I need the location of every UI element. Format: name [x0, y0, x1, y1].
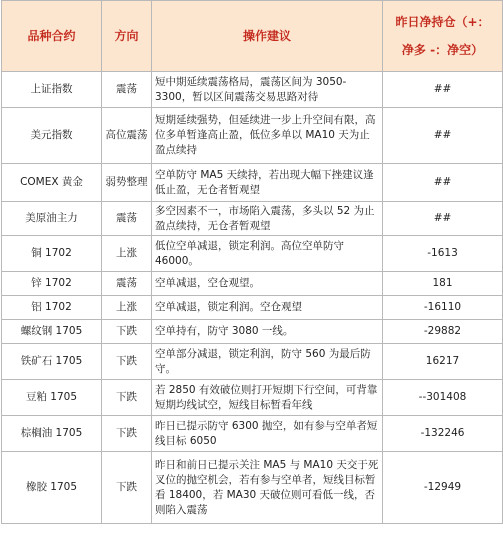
- row-advice: 短期延续强势，但延续进一步上升空间有限，高位多单暂逢高止盈，低位多单以 MA10 天为止盈点续持: [152, 108, 383, 164]
- header-position-line2: 净多 -：净空）: [401, 43, 484, 57]
- row-product: 铜 1702: [2, 236, 102, 272]
- table-row: [2, 416, 503, 452]
- row-product: 豆粕 1705: [2, 380, 102, 416]
- row-direction: 震荡: [102, 272, 152, 296]
- row-position: --301408: [383, 380, 503, 416]
- table-row: [2, 272, 503, 296]
- row-product: 美元指数: [2, 108, 102, 164]
- row-position: 181: [383, 272, 503, 296]
- table-row: [2, 202, 503, 236]
- row-advice: 昨日已提示防守 6300 抛空，如有参与空单者短线目标 6050: [152, 416, 383, 452]
- row-advice: 短中期延续震荡格局，震荡区间为 3050-3300，暂以区间震荡交易思路对待: [152, 72, 383, 108]
- table-row: [2, 320, 503, 344]
- row-product: COMEX 黄金: [2, 164, 102, 202]
- row-direction: 高位震荡: [102, 108, 152, 164]
- row-advice: 空单部分减退，锁定利润，防守 560 为最后防守。: [152, 344, 383, 380]
- row-product: 美原油主力: [2, 202, 102, 236]
- row-direction: 下跌: [102, 380, 152, 416]
- row-advice: 空单减退，空仓观望。: [152, 272, 383, 296]
- row-direction: 下跌: [102, 344, 152, 380]
- row-direction: 下跌: [102, 452, 152, 524]
- header-advice: 操作建议: [152, 1, 383, 72]
- row-direction: 震荡: [102, 202, 152, 236]
- table-row: [2, 72, 503, 108]
- row-product: 螺纹钢 1705: [2, 320, 102, 344]
- row-position: -12949: [383, 452, 503, 524]
- row-position: -16110: [383, 296, 503, 320]
- table-row: [2, 344, 503, 380]
- header-position-line1: 昨日净持仓（+：: [395, 15, 490, 29]
- row-position: -132246: [383, 416, 503, 452]
- table-row: [2, 108, 503, 164]
- row-direction: 下跌: [102, 320, 152, 344]
- header-product: 品种合约: [2, 1, 102, 72]
- row-position: 16217: [383, 344, 503, 380]
- row-advice: 若 2850 有效破位则打开短期下行空间，可背靠短期均线试空，短线目标暂看年线: [152, 380, 383, 416]
- row-direction: 上涨: [102, 296, 152, 320]
- row-product: 上证指数: [2, 72, 102, 108]
- row-product: 橡胶 1705: [2, 452, 102, 524]
- row-position: ##: [383, 164, 503, 202]
- row-product: 棕榈油 1705: [2, 416, 102, 452]
- row-product: 铝 1702: [2, 296, 102, 320]
- table-row: [2, 380, 503, 416]
- table-row: [2, 452, 503, 524]
- header-direction: 方向: [102, 1, 152, 72]
- row-direction: 弱势整理: [102, 164, 152, 202]
- row-position: -1613: [383, 236, 503, 272]
- row-advice: 空单防守 MA5 天续持，若出现大幅下挫建议逢低止盈，无仓者暂观望: [152, 164, 383, 202]
- table-row: [2, 296, 503, 320]
- row-position: -29882: [383, 320, 503, 344]
- futures-advice-table: [1, 0, 503, 524]
- row-position: ##: [383, 72, 503, 108]
- row-direction: 震荡: [102, 72, 152, 108]
- row-advice: 低位空单减退，锁定利润。高位空单防守 46000。: [152, 236, 383, 272]
- header-position: [383, 1, 503, 72]
- table-header-row: [2, 1, 503, 72]
- row-position: ##: [383, 202, 503, 236]
- row-position: ##: [383, 108, 503, 164]
- row-advice: 昨日和前日已提示关注 MA5 与 MA10 天交于死叉位的抛空机会，若有参与空单者，短线目标暂看 18400，若 MA30 天破位则可看低一线，否则陷入震荡: [152, 452, 383, 524]
- table-row: [2, 164, 503, 202]
- row-product: 锌 1702: [2, 272, 102, 296]
- row-product: 铁矿石 1705: [2, 344, 102, 380]
- row-advice: 多空因素不一，市场陷入震荡，多头以 52 为止盈点续持，无仓者暂观望: [152, 202, 383, 236]
- row-direction: 上涨: [102, 236, 152, 272]
- row-advice: 空单减退，锁定利润。空仓观望: [152, 296, 383, 320]
- row-direction: 下跌: [102, 416, 152, 452]
- row-advice: 空单持有，防守 3080 一线。: [152, 320, 383, 344]
- table-row: [2, 236, 503, 272]
